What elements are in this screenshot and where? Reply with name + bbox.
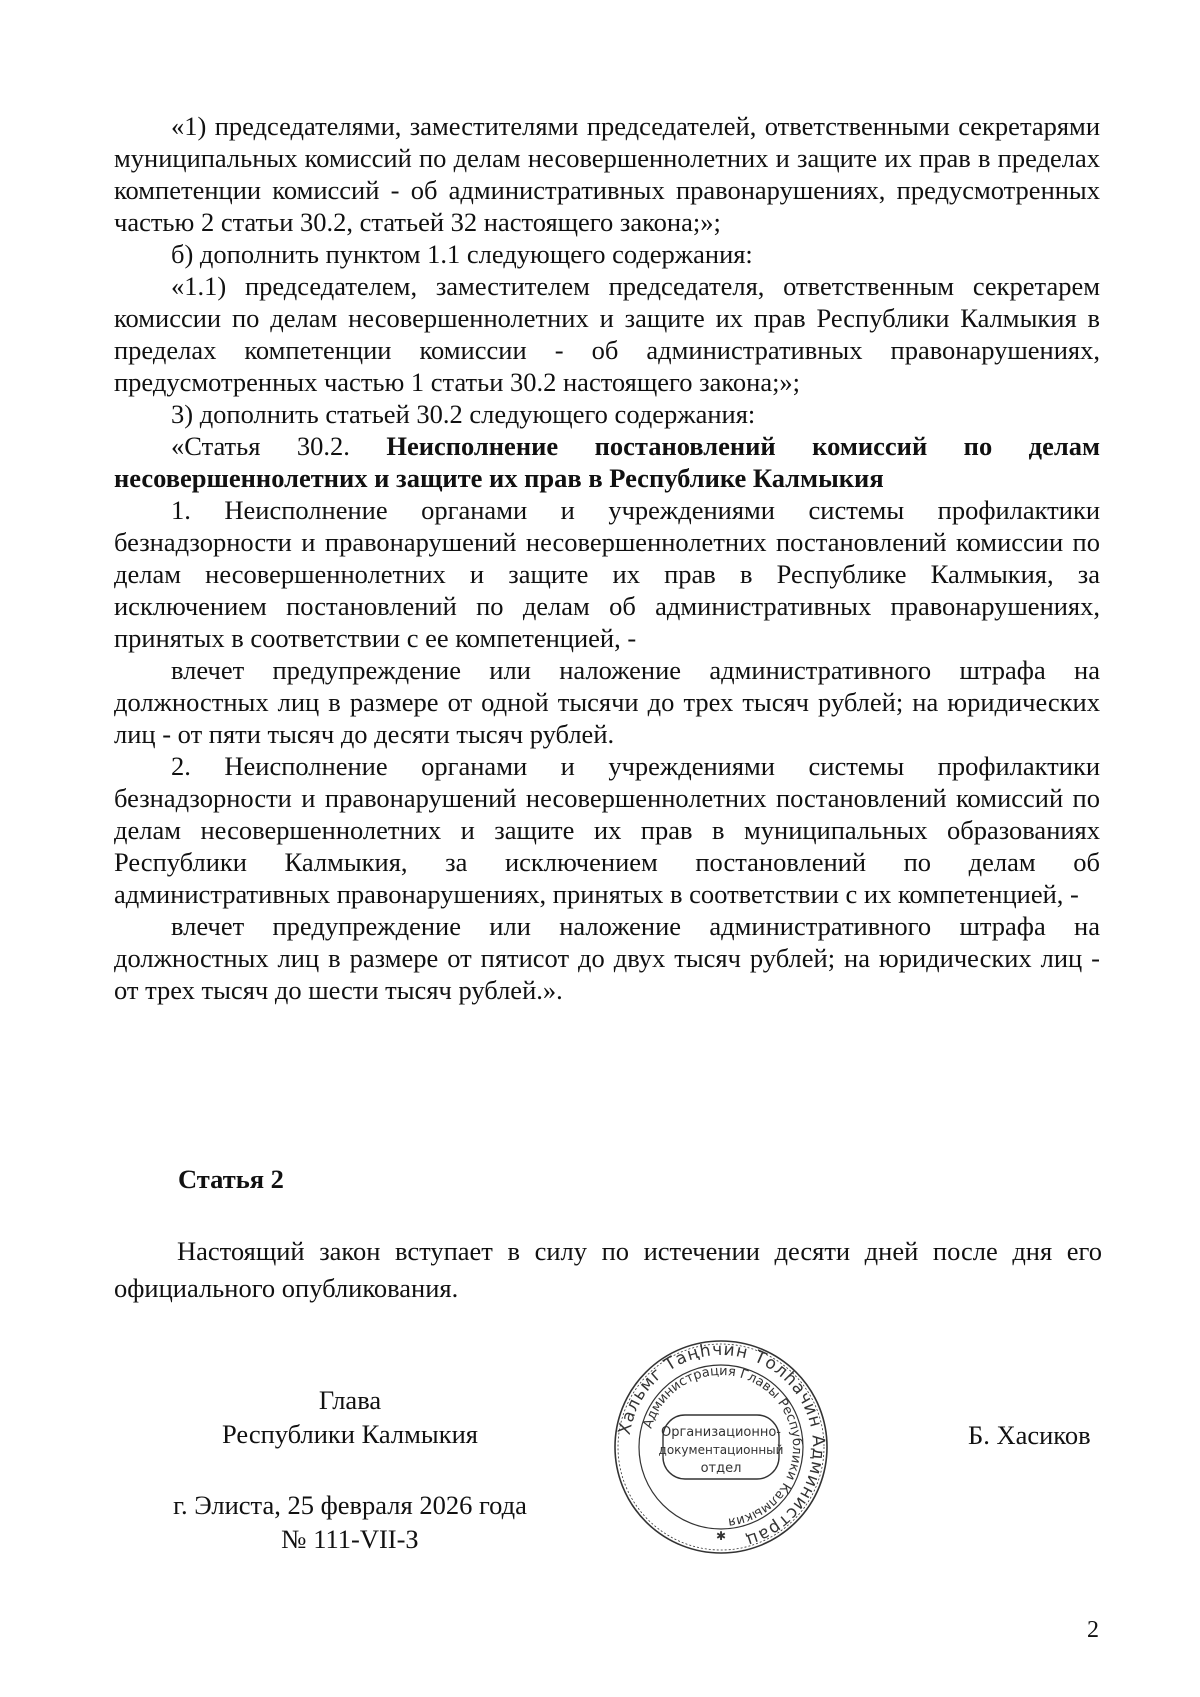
page-number: 2 (1087, 1617, 1099, 1643)
paragraph-2: б) дополнить пунктом 1.1 следующего содержания: (171, 239, 753, 269)
paragraph-1: «1) председателями, заместителями председателей, ответственными секретарями муниципальных комиссий по делам несовершеннолетних и защите их прав в пределах компетенции комиссий - об административных правонарушениях, предусмотренных частью 2 статьи 30.2, статьей 32 настоящего закона;»; (114, 111, 1100, 237)
article-30-2-title: Неисполнение постановлений комиссий по делам несовершеннолетних и защите их прав в Республике Калмыкия (114, 431, 1100, 493)
paragraph-6: 1. Неисполнение органами и учреждениями системы профилактики безнадзорности и правонарушений несовершеннолетних постановлений комиссии по делам несовершеннолетних и защите их прав в Республике Калмыкия, за исключением постановлений по делам об административных правонарушениях, принятых в соответствии с ее компетенцией, - (114, 495, 1100, 653)
seal-outer-text: Хальмг Таңһчин Толһачин Администрац (614, 1339, 829, 1551)
official-seal (612, 1338, 830, 1556)
seal-graphic (612, 1338, 830, 1556)
signatory-title-line-1: Глава (318, 1385, 382, 1415)
seal-center-line-3: отдел (700, 1461, 742, 1476)
article-30-2-label: «Статья 30.2. (171, 431, 387, 461)
signatory-title (180, 1383, 520, 1451)
article-2-text: Настоящий закон вступает в силу по истечении десяти дней после дня его официального опубликования. (114, 1236, 1102, 1303)
article-2-title: Статья 2 (178, 1164, 284, 1194)
signatory-name: Б. Хасиков (968, 1420, 1091, 1450)
signatory-title-line-2: Республики Калмыкия (222, 1419, 478, 1449)
paragraph-3: «1.1) председателем, заместителем председателя, ответственным секретарем комиссии по делам несовершеннолетних и защите их прав Республики Калмыкия в пределах компетенции комиссии - об административных правонарушениях, предусмотренных частью 1 статьи 30.2 настоящего закона;»; (114, 271, 1100, 397)
paragraph-4: 3) дополнить статьей 30.2 следующего содержания: (171, 399, 756, 429)
seal-star-icon: ✱ (715, 1529, 727, 1543)
place-and-date (140, 1488, 560, 1556)
article1-continuation (114, 110, 1100, 1006)
paragraph-7: влечет предупреждение или наложение административного штрафа на должностных лиц в размере от одной тысячи до трех тысяч рублей; на юридических лиц - от пяти тысяч до десяти тысяч рублей. (114, 655, 1100, 749)
seal-center-line-2: документационный (658, 1443, 784, 1457)
paragraph-8: 2. Неисполнение органами и учреждениями системы профилактики безнадзорности и правонарушений несовершеннолетних постановлений комиссий по делам несовершеннолетних и защите их прав в муниципальных образованиях Республики Калмыкия, за исключением постановлений по делам об административных правонарушениях, принятых в соответствии с их компетенцией, - (114, 751, 1100, 909)
paragraph-9: влечет предупреждение или наложение административного штрафа на должностных лиц в размере от пятисот до двух тысяч рублей; на юридических лиц - от трех тысяч до шести тысяч рублей.». (114, 911, 1100, 1005)
seal-inner-text: Администрация Главы Республики Калмыкия (640, 1363, 805, 1530)
paragraph-5-article-heading (114, 430, 1100, 494)
law-number: № 111-VII-З (281, 1524, 419, 1554)
seal-center-line-1: Организационно- (660, 1425, 782, 1440)
place-date-line: г. Элиста, 25 февраля 2026 года (173, 1490, 527, 1520)
